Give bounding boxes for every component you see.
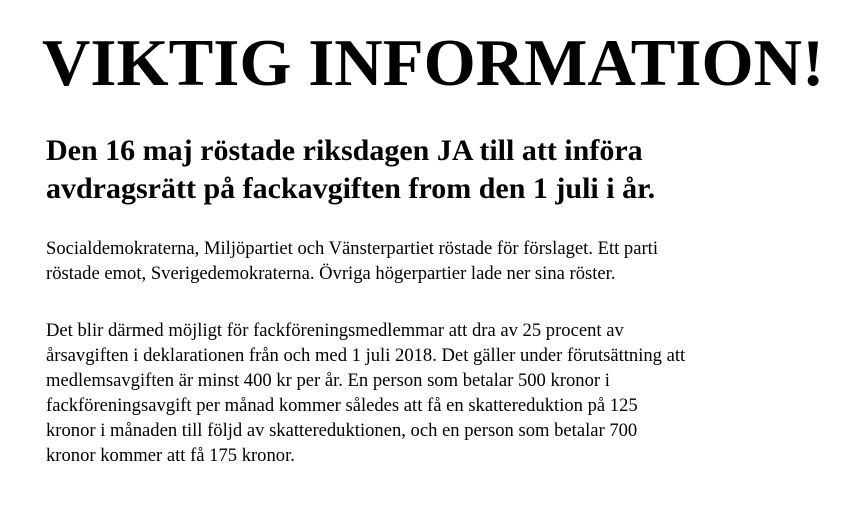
subtitle-line: Den 16 maj röstade riksdagen JA till att införa: [46, 134, 643, 167]
page-title: VIKTIG INFORMATION!: [42, 26, 825, 100]
paragraph-line: årsavgiften i deklarationen från och med 1 juli 2018. Det gäller under förutsättning att: [46, 345, 686, 366]
paragraph-line: kronor i månaden till följd av skattereduktionen, och en person som betalar 700: [46, 420, 638, 441]
paragraph-details: [46, 318, 846, 468]
subtitle-line: avdragsrätt på fackavgiften from den 1 juli i år.: [46, 172, 656, 205]
paragraph-line: Det blir därmed möjligt för fackföreningsmedlemmar att dra av 25 procent av: [46, 320, 624, 341]
paragraph-line: röstade emot, Sverigedemokraterna. Övriga högerpartier lade ner sina röster.: [46, 263, 616, 284]
paragraph-line: kronor kommer att få 175 kronor.: [46, 445, 295, 466]
paragraph-voting: [46, 236, 846, 286]
subtitle: [46, 132, 836, 208]
paragraph-line: Socialdemokraterna, Miljöpartiet och Vänsterpartiet röstade för förslaget. Ett parti: [46, 238, 659, 259]
paragraph-line: medlemsavgiften är minst 400 kr per år. En person som betalar 500 kronor i: [46, 370, 610, 391]
paragraph-line: fackföreningsavgift per månad kommer således att få en skattereduktion på 125: [46, 395, 638, 416]
